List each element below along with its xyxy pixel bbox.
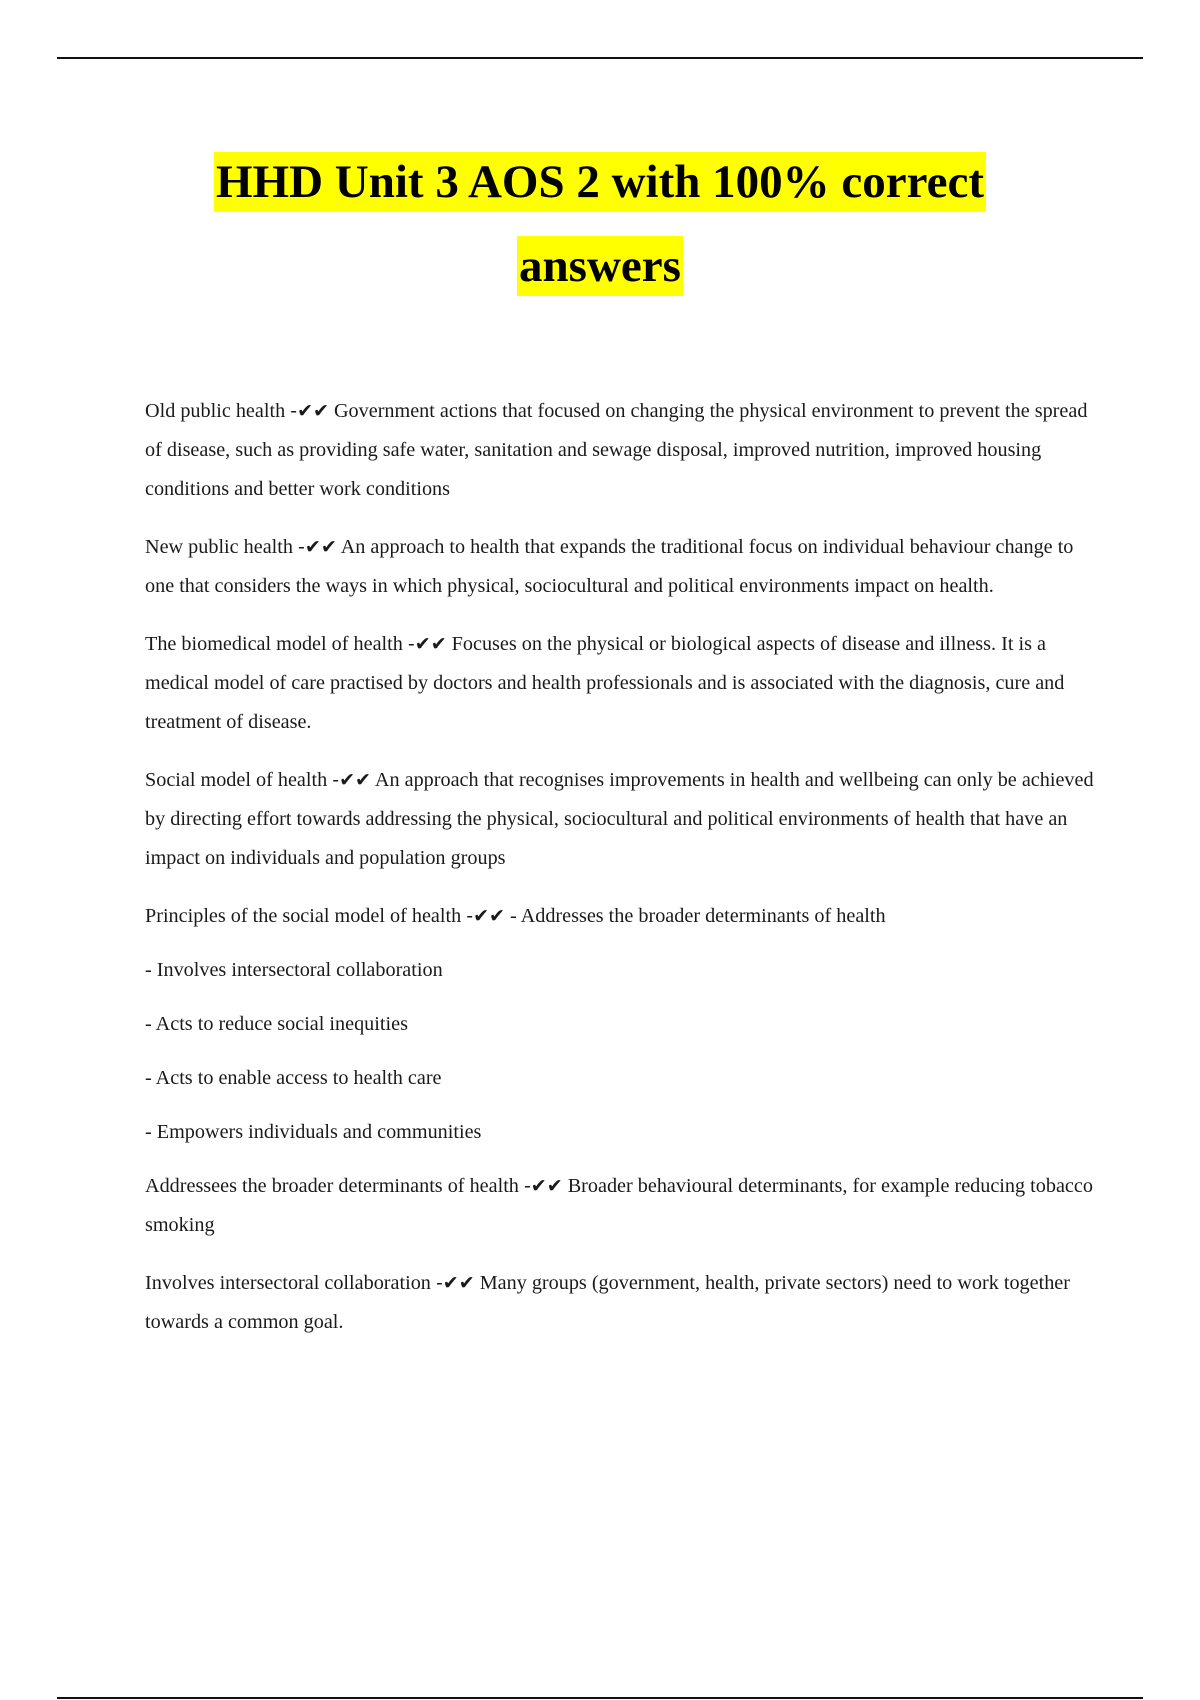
double-check-icon: -✔✔ [290,400,329,422]
entry-definition: Government actions that focused on changing the physical environment to prevent the spread of disease, such as providing safe water, sanitation and sewage disposal, improved nutrition, improved housing conditions and better work conditions [145,400,1088,500]
entry-term: Principles of the social model of health [145,905,462,927]
bullet-item: - Empowers individuals and communities [145,1121,482,1143]
bullet-item: - Acts to reduce social inequities [145,1013,408,1035]
entry-term: The biomedical model of health [145,633,403,655]
entry-new-public-health [145,528,1100,606]
document-title [57,140,1143,308]
top-rule [57,57,1143,59]
double-check-icon: -✔✔ [332,769,371,791]
entry-term: Addressees the broader determinants of health [145,1175,519,1197]
entry-social-model [145,761,1100,878]
entry-definition: An approach to health that expands the traditional focus on individual behaviour change to one that considers the ways in which physical, sociocultural and political environments impact on health. [145,536,1074,597]
title-line-1 [57,140,1143,224]
bullet-item: - Acts to enable access to health care [145,1067,442,1089]
entry-definition: - Addresses the broader determinants of health [510,905,886,927]
entry-definition: An approach that recognises improvements in health and wellbeing can only be achieved by directing effort towards addressing the physical, sociocultural and political environments of health that have an impact on individuals and population groups [145,769,1094,869]
entry-definition: Broader behavioural determinants, for example reducing tobacco smoking [145,1175,1093,1236]
entry-term: New public health [145,536,293,558]
entry-intersectoral-collaboration [145,1264,1100,1342]
entry-definition: Many groups (government, health, private sectors) need to work together towards a common goal. [145,1272,1070,1333]
entry-old-public-health [145,392,1100,509]
entry-term: Social model of health [145,769,328,791]
title-highlight-2: answers [517,236,683,296]
double-check-icon: -✔✔ [298,536,337,558]
double-check-icon: -✔✔ [523,1175,563,1197]
entry-term: Old public health [145,400,286,422]
entry-biomedical-model [145,625,1100,742]
title-highlight-1: HHD Unit 3 AOS 2 with 100% correct [214,152,986,212]
entry-principles-social-model [145,897,1100,936]
entry-term: Involves intersectoral collaboration [145,1272,431,1294]
double-check-icon: -✔✔ [435,1272,475,1294]
document-body [145,392,1100,1361]
entry-broader-determinants [145,1167,1100,1245]
title-line-2 [57,224,1143,308]
entry-definition: Focuses on the physical or biological aspects of disease and illness. It is a medical model of care practised by doctors and health professionals and is associated with the diagnosis, cure and treatment of disease. [145,633,1065,733]
bullet-item: - Involves intersectoral collaboration [145,959,443,981]
bottom-rule [57,1697,1143,1699]
double-check-icon: -✔✔ [407,633,447,655]
double-check-icon: -✔✔ [466,905,505,927]
